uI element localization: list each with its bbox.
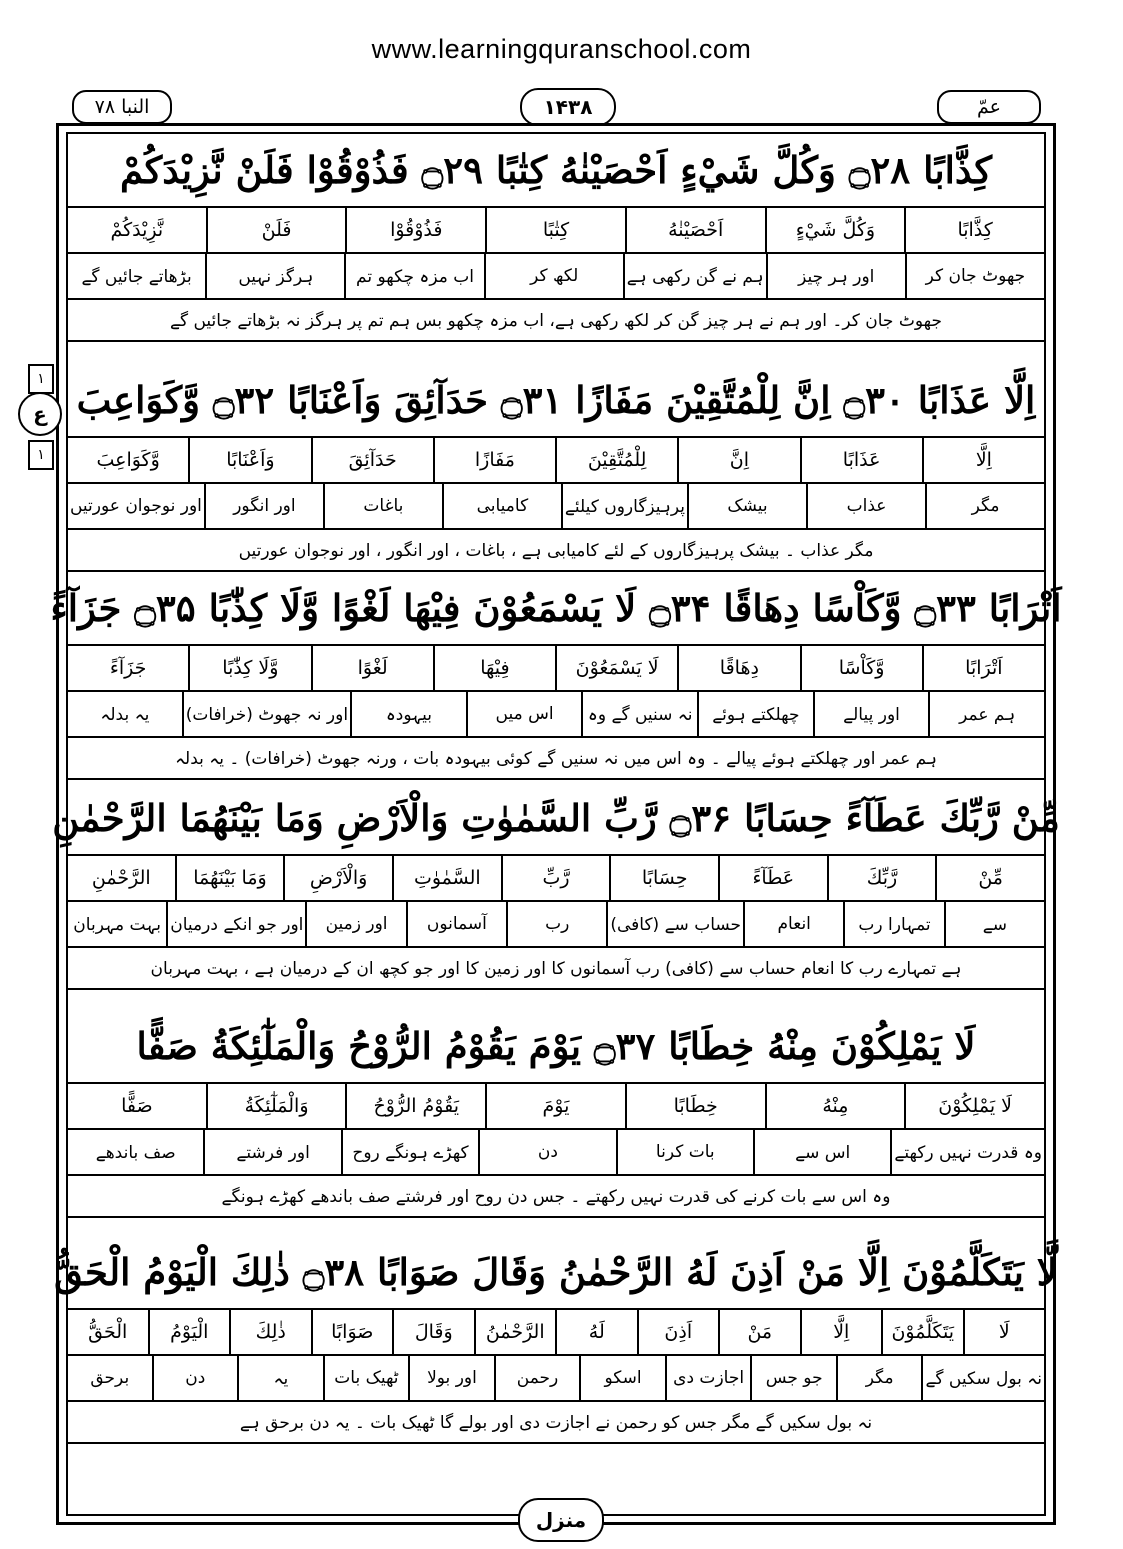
meaning-cell: برحق [90,1368,130,1388]
word-cell: ذٰلِكَ [229,1310,311,1354]
translation-line: ہم عمر اور چھلکتے ہوئے پیالے ۔ وہ اس میں نہ سنیں گے کوئی بیہودہ بات ، ورنہ جھوٹ (خرافات) ۔ یہ بدلہ [68,738,1044,780]
meaning-row [68,1130,1044,1176]
verse-block [54,1236,1058,1444]
translation-line: ہے تمہارے رب کا انعام حساب سے (کافی) رب آسمانوں کا اور زمین کا اور جو کچھ ان کے درمیان ہے ، بہت مہربان [68,948,1044,990]
word-cell: دِهَاقًا [677,646,799,690]
word-cell: عَذَابًا [800,438,922,482]
word-cell: لِلْمُتَّقِيْنَ [555,438,677,482]
word-cell: يَوْمَ [485,1084,625,1128]
meaning-cell: مگر [925,484,1044,528]
meaning-cell: بات کرنا [616,1130,753,1174]
word-cell: وَّكَوَاعِبَ [96,449,160,471]
meaning-cell: کامیابی [442,484,561,528]
meaning-cell: مگر [836,1356,922,1400]
meaning-cell: یہ [237,1356,323,1400]
word-cell: وَّكَاْسًا [800,646,922,690]
word-row [68,208,1044,254]
meaning-cell: دن [152,1356,238,1400]
word-row [68,1084,1044,1130]
word-cell: مَفَازًا [433,438,555,482]
meaning-cell: بہت مہربان [73,914,161,935]
word-cell: صَوَابًا [311,1310,393,1354]
word-cell: السَّمٰوٰتِ [392,856,501,900]
meaning-cell: تمہارا رب [843,902,943,946]
meaning-cell: سے [944,902,1044,946]
meaning-cell: انعام [743,902,843,946]
word-cell: مِّنْ [935,856,1044,900]
word-cell: لَغْوًا [311,646,433,690]
word-cell: الْحَقُّ [88,1321,128,1343]
word-cell: لَهُ [555,1310,637,1354]
meaning-cell: رب [506,902,606,946]
word-cell: الرَّحْمٰنُ [474,1310,556,1354]
word-row [68,438,1044,484]
word-cell: وَكُلَّ شَيْءٍ [765,208,905,252]
meaning-cell: عذاب [806,484,925,528]
word-cell: رَّبِّكَ [827,856,936,900]
verse-block [68,1010,1044,1218]
word-cell: فَلَنْ [206,208,346,252]
word-cell: اَحْصَيْنٰهُ [625,208,765,252]
meaning-cell: اور انگور [204,484,323,528]
meaning-cell: بیہودہ [350,692,466,736]
ayah-line: اِلَّا عَذَابًا ۝۳۰ اِنَّ لِلْمُتَّقِيْنَ مَفَازًا ۝۳۱ حَدَآئِقَ وَاَعْنَابًا ۝۳۲ وَّكَوَاعِبَ [68,364,1044,438]
word-cell: الْيَوْمُ [148,1310,230,1354]
page-number-badge: ۱۴۳۸ [520,88,616,126]
word-cell: جَزَآءً [109,657,147,679]
meaning-cell: ہرگز نہیں [205,254,344,298]
word-cell: لَا يَسْمَعُوْنَ [555,646,677,690]
meaning-cell: ٹھیک بات [323,1356,409,1400]
meaning-cell: کھڑے ہونگے روح [341,1130,478,1174]
word-cell: يَتَكَلَّمُوْنَ [881,1310,963,1354]
word-cell: كِذَّابًا [904,208,1044,252]
word-cell: وَّلَا كِذّٰبًا [188,646,310,690]
word-cell: حَدَآئِقَ [311,438,433,482]
meaning-cell: حساب سے (کافی) [606,902,743,946]
word-row [68,1310,1044,1356]
meaning-cell: اس سے [753,1130,890,1174]
meaning-cell: جھوٹ جان کر [905,254,1044,298]
word-cell: اِلَّا [922,438,1044,482]
verse-block [50,572,1062,780]
meaning-cell: باغات [323,484,442,528]
meaning-cell: نہ سنیں گے وہ [581,692,697,736]
meaning-row [68,902,1044,948]
meaning-cell: اس میں [466,692,582,736]
word-cell: وَالْاَرْضِ [283,856,392,900]
meaning-row [68,1356,1044,1402]
word-cell: وَمَا بَيْنَهُمَا [175,856,284,900]
ayah-line: لَا يَمْلِكُوْنَ مِنْهُ خِطَابًا ۝۳۷ يَوْمَ يَقُوْمُ الرُّوْحُ وَالْمَلٰٓئِكَةُ صَفًّا [68,1010,1044,1084]
ruku-number-top: ۱ [28,364,54,394]
word-cell: فِيْهَا [433,646,555,690]
ruku-number-bottom: ۱ [28,440,54,470]
meaning-cell: اور نوجوان عورتیں [69,496,202,516]
translation-line: وہ اس سے بات کرنے کی قدرت نہیں رکھتے ۔ جس دن روح اور فرشتے صف باندھے کھڑے ہونگے [68,1176,1044,1218]
translation-line: نہ بول سکیں گے مگر جس کو رحمن نے اجازت دی اور بولے گا ٹھیک بات ۔ یہ دن برحق ہے [68,1402,1044,1444]
meaning-cell: اسکو [579,1356,665,1400]
meaning-cell: لکھ کر [484,254,623,298]
word-cell: يَقُوْمُ الرُّوْحُ [345,1084,485,1128]
meaning-cell: یہ بدلہ [100,704,150,725]
meaning-cell: صف باندھے [95,1142,176,1163]
word-cell: خِطَابًا [625,1084,765,1128]
verse-block [52,782,1060,990]
meaning-cell: اور زمین [305,902,405,946]
meaning-cell: وہ قدرت نہیں رکھتے [890,1130,1044,1174]
ayah-line: لَّا يَتَكَلَّمُوْنَ اِلَّا مَنْ اَذِنَ لَهُ الرَّحْمٰنُ وَقَالَ صَوَابًا ۝۳۸ ذٰلِكَ الْيَوْمُ الْحَقُّ [68,1236,1044,1310]
word-cell: اِنَّ [677,438,799,482]
manzil-badge: منزل [518,1498,604,1542]
translation-line: مگر عذاب ۔ بیشک پرہیزگاروں کے لئے کامیابی ہے ، باغات ، اور انگور ، اور نوجوان عورتیں [68,530,1044,572]
meaning-cell: اور پیالے [813,692,929,736]
word-cell: حِسَابًا [609,856,718,900]
meaning-cell: جو جس [750,1356,836,1400]
meaning-cell: نہ بول سکیں گے [921,1356,1044,1400]
meaning-cell: رحمن [494,1356,580,1400]
word-cell: مَنْ [718,1310,800,1354]
meaning-cell: دن [478,1130,615,1174]
word-cell: صَفًّا [121,1095,153,1117]
meaning-row [68,484,1044,530]
ayah-line: مِّنْ رَّبِّكَ عَطَآءً حِسَابًا ۝۳۶ رَّبِّ السَّمٰوٰتِ وَالْاَرْضِ وَمَا بَيْنَهُمَا الرَّحْمٰنِ [68,782,1044,856]
word-cell: اَتْرَابًا [922,646,1044,690]
meaning-cell: اور جو انکے درمیان [166,902,305,946]
meaning-cell: اور نہ جھوٹ (خرافات) [182,692,350,736]
meaning-cell: اب مزہ چکھو تم [344,254,483,298]
verse-block [68,134,1044,342]
word-cell: مِنْهُ [765,1084,905,1128]
word-row [68,646,1044,692]
meaning-cell: اجازت دی [665,1356,751,1400]
word-cell: فَذُوْقُوْا [345,208,485,252]
meaning-cell: ہم نے گن رکھی ہے [623,254,766,298]
word-cell: لَا [963,1310,1045,1354]
surah-badge: النبا ۷۸ [72,90,172,124]
word-cell: الرَّحْمٰنِ [91,867,151,889]
word-cell: وَقَالَ [392,1310,474,1354]
meaning-cell: اور بولا [408,1356,494,1400]
meaning-cell: بڑھاتے جائیں گے [81,266,192,287]
meaning-cell: چھلکتے ہوئے [697,692,813,736]
meaning-cell: پرہیزگاروں کیلئے [561,484,687,528]
word-cell: كِتٰبًا [485,208,625,252]
ayah-line: اَتْرَابًا ۝۳۳ وَّكَاْسًا دِهَاقًا ۝۳۴ لَا يَسْمَعُوْنَ فِيْهَا لَغْوًا وَّلَا كِذّٰبًا ۝۳۵ جَزَآءً [68,572,1044,646]
word-cell: نَّزِيْدَكُمْ [110,219,164,241]
word-cell: اَذِنَ [637,1310,719,1354]
word-cell: لَا يَمْلِكُوْنَ [904,1084,1044,1128]
word-cell: عَطَآءً [718,856,827,900]
para-badge: عمّ [937,90,1041,124]
ruku-marker: ع [18,392,62,436]
word-cell: اِلَّا [800,1310,882,1354]
word-cell: وَاَعْنَابًا [188,438,310,482]
meaning-cell: اور ہر چیز [766,254,905,298]
translation-line: جھوٹ جان کر۔ اور ہم نے ہر چیز گن کر لکھ رکھی ہے، اب مزہ چکھو بس ہم تم پر ہرگز نہ بڑھاتے جائیں گے [68,300,1044,342]
meaning-cell: آسمانوں [406,902,506,946]
ayah-line: كِذَّابًا ۝۲۸ وَكُلَّ شَيْءٍ اَحْصَيْنٰهُ كِتٰبًا ۝۲۹ فَذُوْقُوْا فَلَنْ نَّزِيْدَكُمْ [68,134,1044,208]
verse-block [68,364,1044,572]
meaning-cell: ہم عمر [928,692,1044,736]
word-cell: رَّبِّ [501,856,610,900]
meaning-cell: بیشک [687,484,806,528]
word-row [68,856,1044,902]
site-url[interactable]: www.learningquranschool.com [371,34,752,64]
meaning-row [68,254,1044,300]
word-cell: وَالْمَلٰٓئِكَةُ [206,1084,346,1128]
meaning-cell: اور فرشتے [203,1130,340,1174]
meaning-row [68,692,1044,738]
